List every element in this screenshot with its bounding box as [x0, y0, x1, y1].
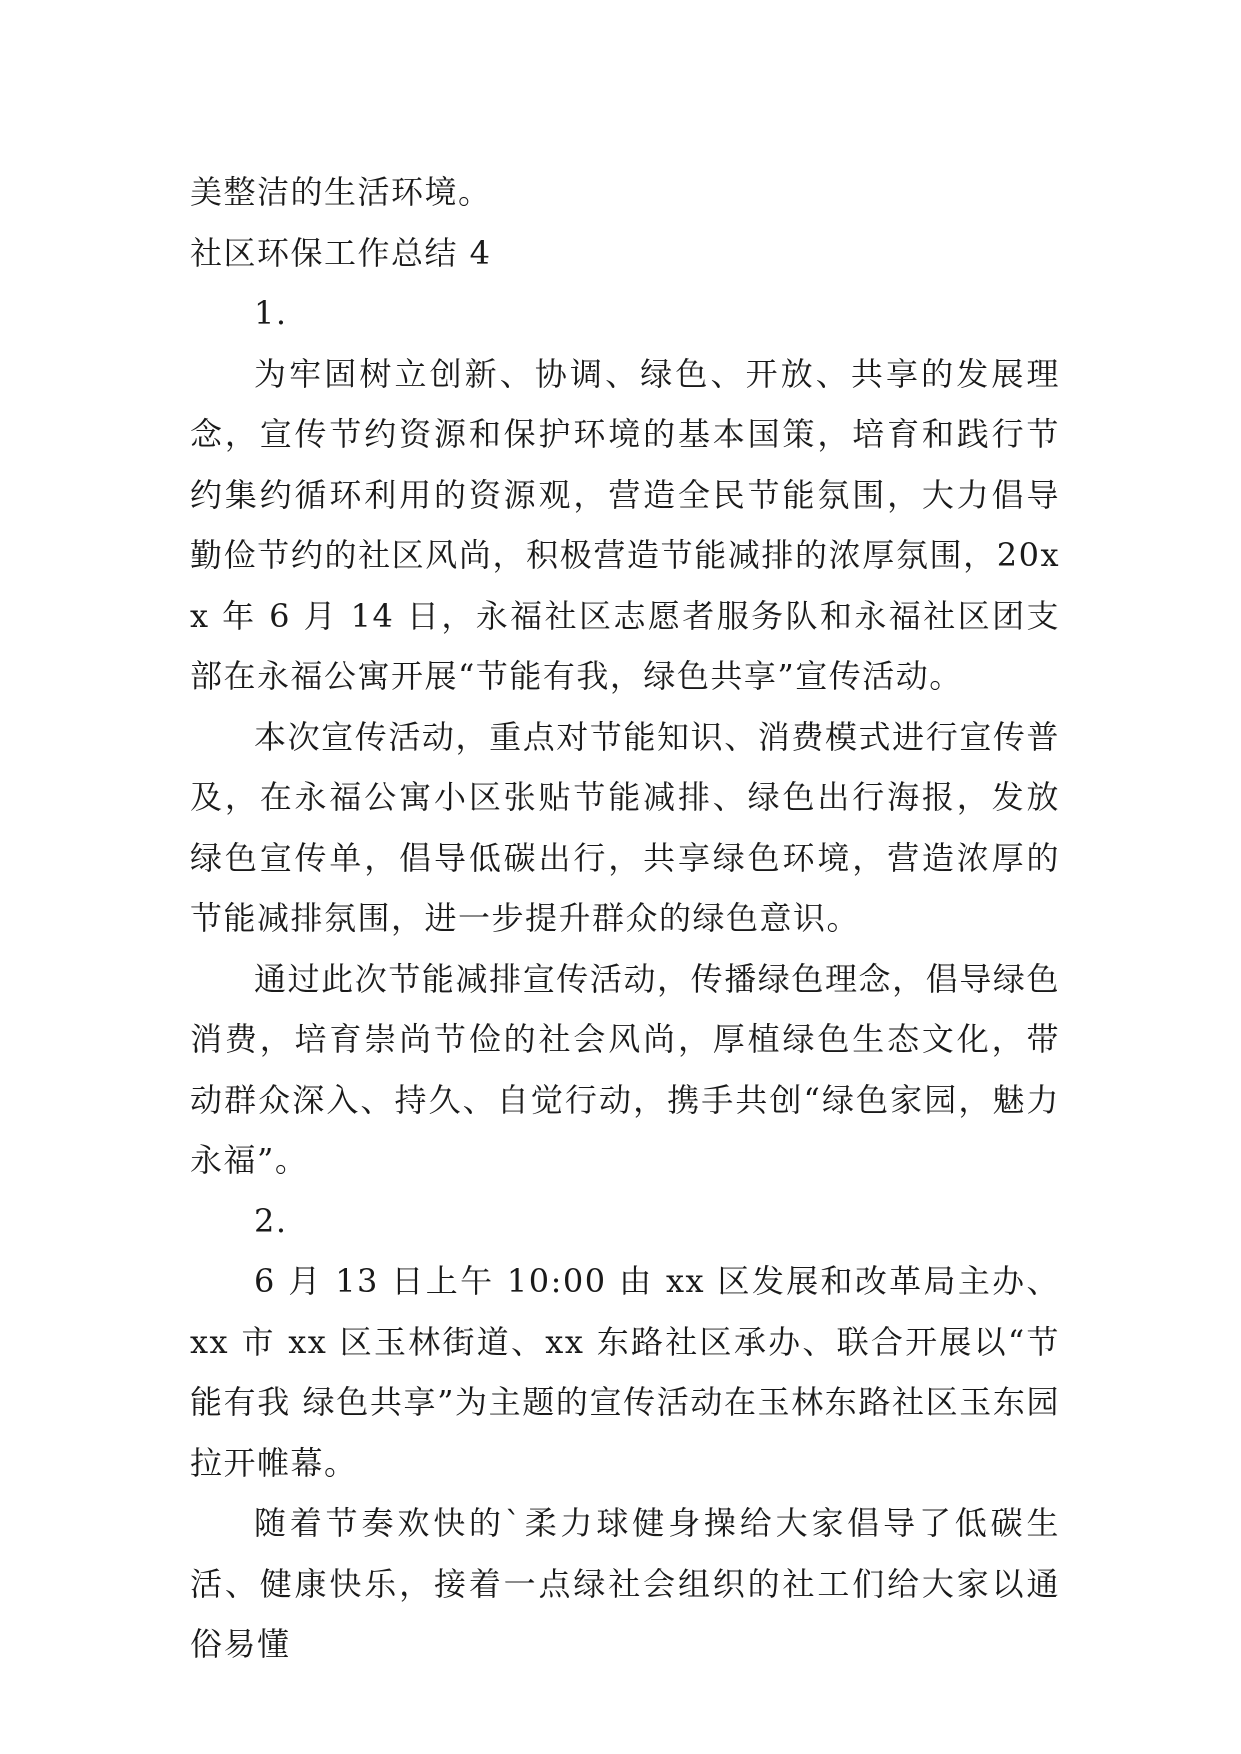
paragraph-continuation: 美整洁的生活环境。 — [190, 173, 492, 211]
item-number-1: 1. — [254, 294, 288, 332]
document-body — [190, 162, 1060, 1675]
item-number-2: 2. — [254, 1201, 288, 1240]
paragraph: 随着节奏欢快的`柔力球健身操给大家倡导了低碳生活、健康快乐，接着一点绿社会组织的社工们给大家以通俗易懂 — [190, 1504, 1060, 1663]
section-heading: 社区环保工作总结 4 — [190, 233, 492, 272]
paragraph: 为牢固树立创新、协调、绿色、开放、共享的发展理念，宣传节约资源和保护环境的基本国策，培育和践行节约集约循环利用的资源观，营造全民节能氛围，大力倡导勤俭节约的社区风尚，积极营造节能减排的浓厚氛围，20xx 年 6 月 14 日，永福社区志愿者服务队和永福社区团支部在永福公寓开展“节能有我，绿色共享”宣传活动。 — [190, 354, 1060, 695]
paragraph: 6 月 13 日上午 10:00 由 xx 区发展和改革局主办、xx 市 xx 区玉林街道、xx 东路社区承办、联合开展以“节能有我 绿色共享”为主题的宣传活动在玉林东路社区玉东园拉开帷幕。 — [190, 1262, 1060, 1482]
paragraph: 通过此次节能减排宣传活动，传播绿色理念，倡导绿色消费，培育崇尚节俭的社会风尚，厚植绿色生态文化，带动群众深入、持久、自觉行动，携手共创“绿色家园，魅力永福”。 — [190, 959, 1060, 1179]
paragraph: 本次宣传活动，重点对节能知识、消费模式进行宣传普及，在永福公寓小区张贴节能减排、绿色出行海报，发放绿色宣传单，倡导低碳出行，共享绿色环境，营造浓厚的节能减排氛围，进一步提升群众的绿色意识。 — [190, 717, 1060, 937]
